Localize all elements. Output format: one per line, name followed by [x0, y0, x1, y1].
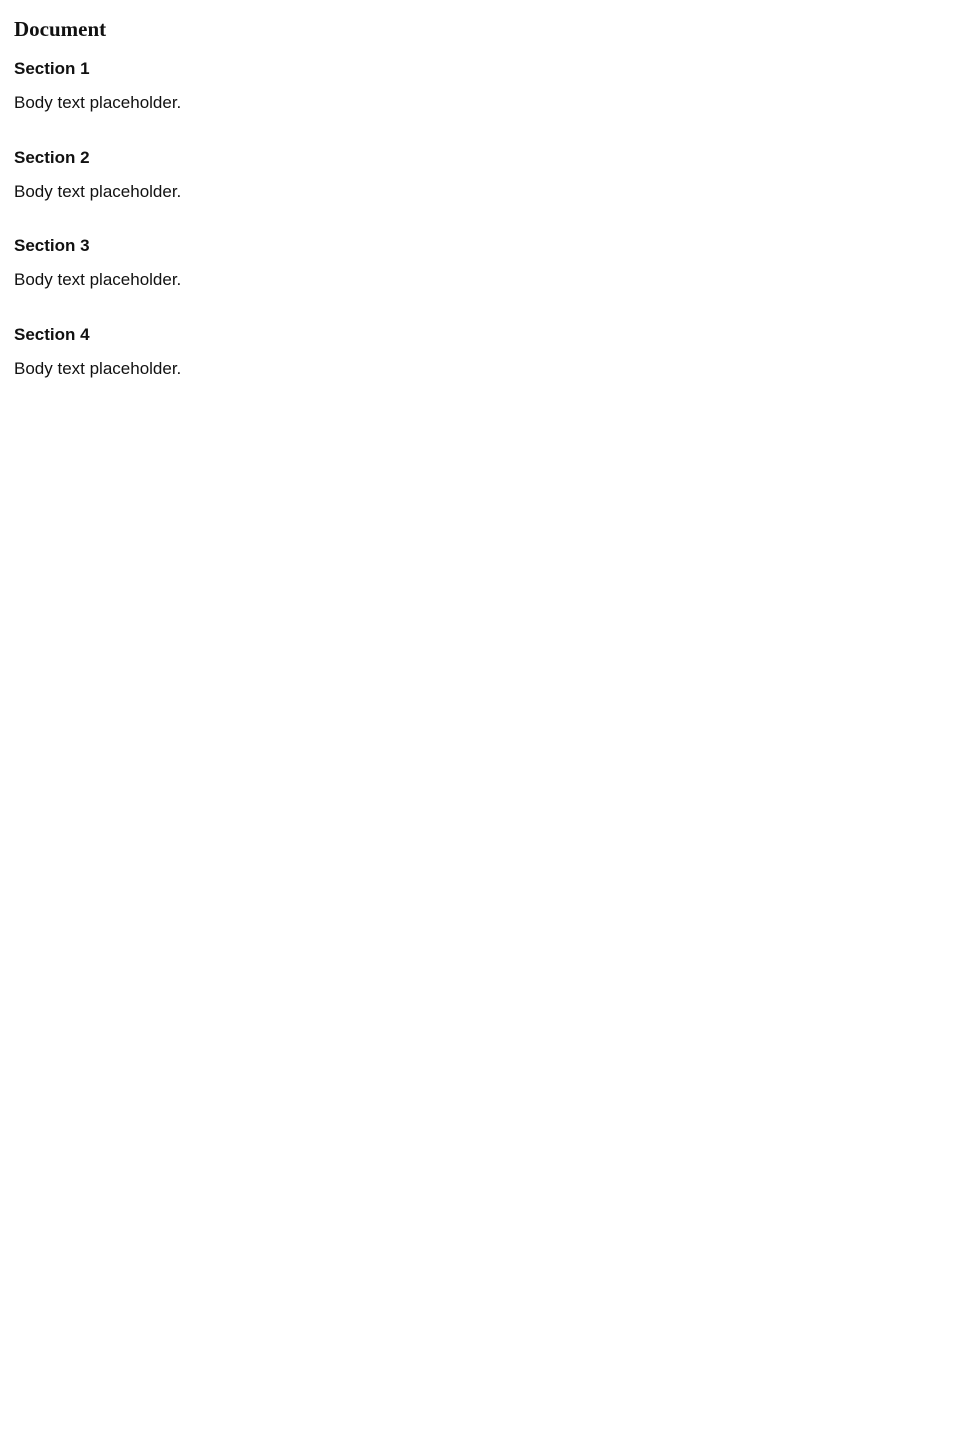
document-section [14, 56, 946, 117]
section-body: Body text placeholder. [14, 181, 182, 201]
section-body: Body text placeholder. [14, 93, 182, 112]
document-section [14, 322, 946, 383]
section-body: Body text placeholder. [14, 358, 182, 378]
document-section [14, 233, 946, 294]
section-heading: Section 2 [14, 147, 90, 167]
section-heading: Section 1 [14, 59, 90, 78]
section-heading: Section 3 [14, 236, 90, 255]
document-title: Document [14, 17, 107, 41]
section-heading: Section 4 [14, 324, 90, 344]
document-section [14, 145, 946, 206]
section-body: Body text placeholder. [14, 270, 182, 289]
